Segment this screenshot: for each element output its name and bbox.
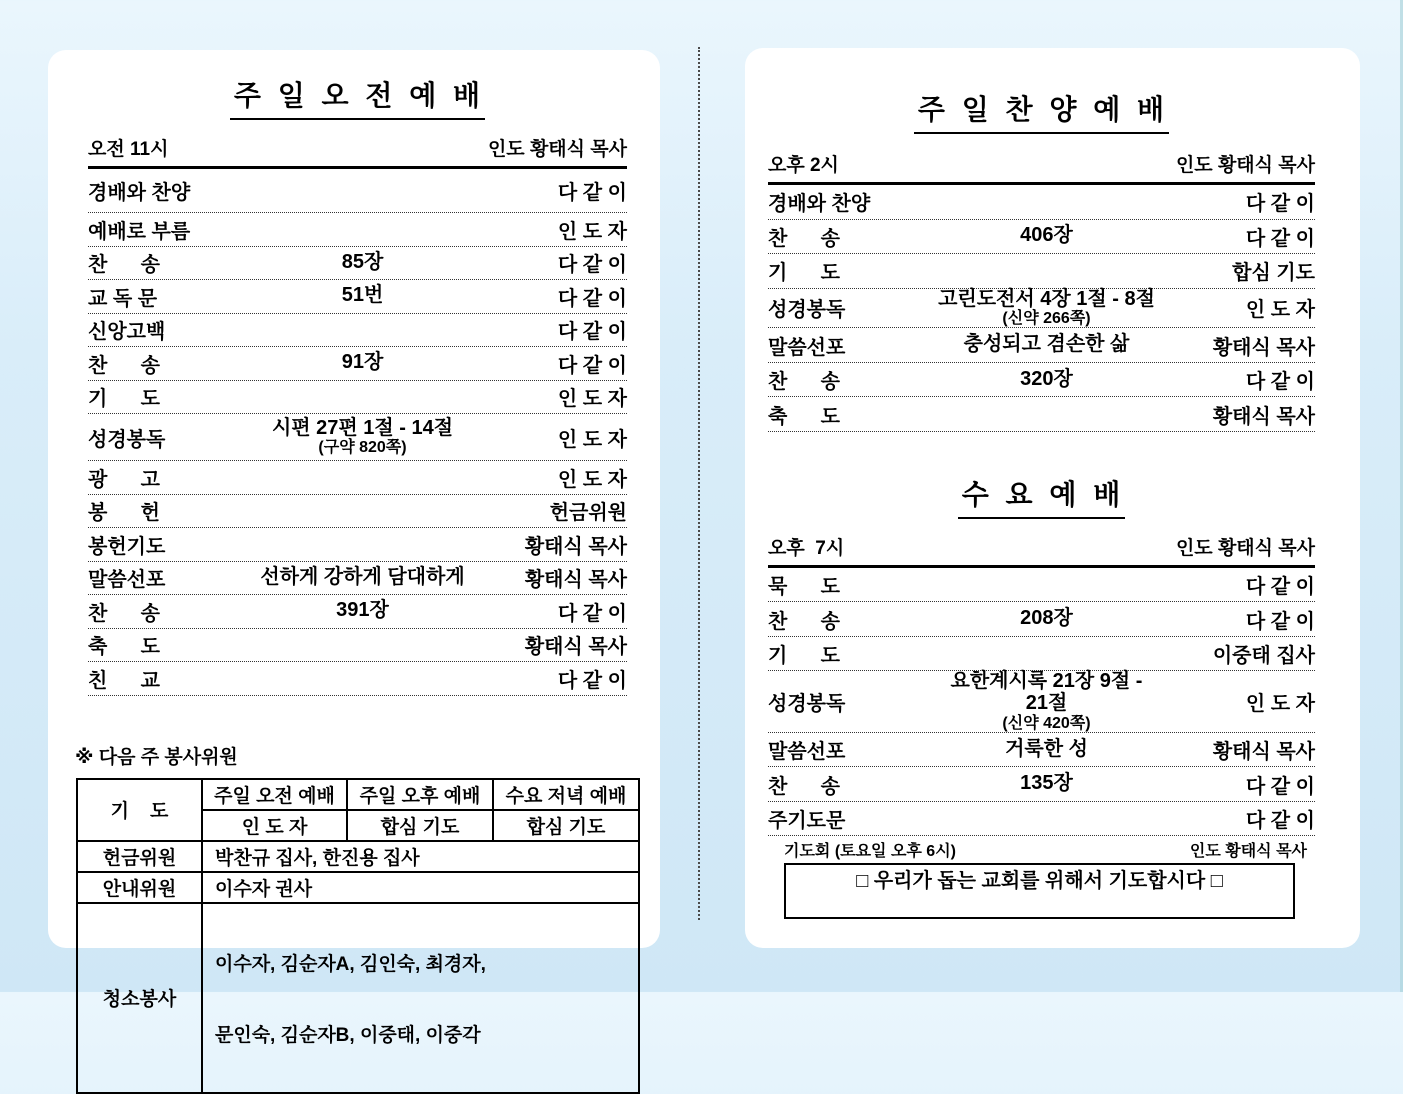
service-row bbox=[768, 802, 1315, 837]
service-row bbox=[768, 671, 1315, 732]
service-item-person: 다 같 이 bbox=[1245, 576, 1315, 599]
service-item-person: 인 도 자 bbox=[1245, 299, 1315, 322]
service-item-person: 다 같 이 bbox=[1245, 810, 1315, 833]
service-item-label: 광 고 bbox=[88, 468, 160, 491]
service-item-label: 봉 헌 bbox=[88, 502, 160, 525]
service-item-person: 다 같 이 bbox=[1245, 371, 1315, 394]
bulletin-right-page bbox=[745, 48, 1360, 948]
service-item-detail: 320장 bbox=[1020, 367, 1073, 390]
service-row bbox=[768, 397, 1315, 432]
volunteer-prayer-label: 기 도 bbox=[77, 779, 202, 841]
service-row bbox=[768, 328, 1315, 363]
volunteer-col-header: 주일 오후 예배 bbox=[347, 779, 493, 810]
service-item-person: 다 같 이 bbox=[557, 354, 627, 377]
prayer-meeting-line bbox=[768, 836, 1315, 862]
service-item-detail: 85장 bbox=[341, 250, 384, 273]
service-row bbox=[768, 363, 1315, 398]
service-item-person: 황태식 목사 bbox=[524, 636, 627, 659]
service-item-person: 인 도 자 bbox=[557, 428, 627, 451]
cleaning-names-line2: 문인숙, 김순자B, 이중태, 이중각 bbox=[215, 1024, 481, 1046]
service-item-person: 다 같 이 bbox=[1245, 610, 1315, 633]
service-row bbox=[768, 568, 1315, 603]
service-row bbox=[768, 637, 1315, 672]
service-item-person: 다 같 이 bbox=[1245, 227, 1315, 250]
service-item-person: 합심 기도 bbox=[1232, 262, 1315, 285]
service-row bbox=[88, 169, 627, 213]
volunteer-prayer-value: 인 도 자 bbox=[202, 810, 347, 841]
service-item-label: 성경봉독 bbox=[768, 693, 846, 716]
service-row bbox=[768, 289, 1315, 329]
service-item-label: 신앙고백 bbox=[88, 321, 166, 344]
wednesday-service-header bbox=[768, 533, 1315, 568]
service-row bbox=[768, 220, 1315, 255]
service-item-label: 기 도 bbox=[88, 388, 160, 411]
prayer-meeting-label: 기도회 (토요일 오후 6시) bbox=[784, 842, 956, 860]
service-item-person: 인 도 자 bbox=[557, 388, 627, 411]
service-time: 오전 11시 bbox=[88, 139, 169, 160]
service-time: 오후 2시 bbox=[768, 155, 839, 176]
service-item-detail: 91장 bbox=[341, 351, 384, 374]
volunteer-row-value: 박찬규 집사, 한진용 집사 bbox=[202, 841, 639, 872]
service-row bbox=[88, 495, 627, 529]
service-item-label: 묵 도 bbox=[768, 576, 840, 599]
service-item-person: 다 같 이 bbox=[1245, 775, 1315, 798]
service-item-person: 황태식 목사 bbox=[524, 535, 627, 558]
service-item-person: 황태식 목사 bbox=[524, 569, 627, 592]
praise-service-title bbox=[768, 88, 1315, 134]
service-item-label: 찬 송 bbox=[768, 775, 840, 798]
cleaning-names-line1: 이수자, 김순자A, 김인숙, 최경자, bbox=[215, 953, 486, 975]
service-item-detail: 51번 bbox=[341, 284, 384, 307]
service-item-label: 찬 송 bbox=[768, 610, 840, 633]
volunteer-row-label: 안내위원 bbox=[77, 872, 202, 903]
service-item-label: 축 도 bbox=[88, 636, 160, 659]
service-item-detail: 거룩한 성 bbox=[1005, 737, 1088, 760]
service-item-label: 기 도 bbox=[768, 262, 840, 285]
prayer-notice-text: □ 우리가 돕는 교회를 위해서 기도합시다 □ bbox=[856, 870, 1223, 893]
praise-service-title-text: 주 일 찬 양 예 배 bbox=[914, 88, 1169, 134]
praise-service-header bbox=[768, 150, 1315, 185]
service-row bbox=[768, 602, 1315, 637]
service-row bbox=[88, 314, 627, 348]
service-item-detail: 선하게 강하게 담대하게 bbox=[260, 565, 465, 588]
service-item-label: 주기도문 bbox=[768, 810, 846, 833]
volunteer-row-label: 헌금위원 bbox=[77, 841, 202, 872]
service-item-person: 인 도 자 bbox=[557, 220, 627, 243]
service-item-label: 찬 송 bbox=[88, 254, 160, 277]
service-item-label: 기 도 bbox=[768, 645, 840, 668]
service-item-detail: 391장 bbox=[336, 599, 389, 622]
service-row bbox=[768, 185, 1315, 220]
service-item-label: 찬 송 bbox=[768, 371, 840, 394]
service-item-label: 친 교 bbox=[88, 669, 160, 692]
service-item-person: 다 같 이 bbox=[557, 287, 627, 310]
service-item-label: 예배로 부름 bbox=[88, 220, 191, 243]
bulletin-left-page bbox=[48, 50, 660, 1046]
service-row bbox=[768, 767, 1315, 802]
service-row bbox=[88, 461, 627, 495]
morning-service-rows bbox=[88, 169, 627, 696]
service-row bbox=[88, 381, 627, 415]
service-row bbox=[88, 347, 627, 381]
wednesday-service-title bbox=[768, 473, 1315, 519]
service-row bbox=[88, 247, 627, 281]
service-item-person: 황태식 목사 bbox=[1212, 741, 1315, 764]
volunteer-col-header: 수요 저녁 예배 bbox=[493, 779, 639, 810]
volunteer-row-label: 청소봉사 bbox=[77, 903, 202, 1093]
volunteer-prayer-value: 합심 기도 bbox=[347, 810, 493, 841]
service-row bbox=[88, 414, 627, 461]
service-item-label: 봉헌기도 bbox=[88, 535, 166, 558]
service-row bbox=[88, 629, 627, 663]
prayer-notice-box bbox=[784, 863, 1295, 919]
morning-service-header bbox=[88, 134, 627, 169]
volunteer-prayer-value: 합심 기도 bbox=[493, 810, 639, 841]
service-item-label: 찬 송 bbox=[88, 602, 160, 625]
service-item-person: 다 같 이 bbox=[1245, 193, 1315, 216]
wednesday-service-rows bbox=[768, 568, 1315, 836]
service-item-person: 다 같 이 bbox=[557, 669, 627, 692]
service-item-person: 헌금위원 bbox=[549, 502, 627, 525]
praise-service-rows bbox=[768, 185, 1315, 432]
morning-service-title bbox=[88, 74, 627, 120]
service-item-person: 황태식 목사 bbox=[1212, 336, 1315, 359]
service-item-detail: 충성되고 겸손한 삶 bbox=[963, 333, 1130, 356]
service-row bbox=[768, 733, 1315, 768]
volunteer-row-value bbox=[202, 903, 639, 1093]
service-row bbox=[768, 254, 1315, 289]
service-time: 오후 7시 bbox=[768, 537, 845, 559]
service-row bbox=[88, 662, 627, 696]
service-item-label: 경배와 찬양 bbox=[768, 193, 871, 216]
service-item-detail: 고린도전서 4장 1절 - 8절 (신약 266쪽) bbox=[938, 287, 1155, 328]
page-divider bbox=[698, 47, 700, 920]
service-item-person: 인 도 자 bbox=[557, 468, 627, 491]
service-item-label: 경배와 찬양 bbox=[88, 182, 191, 204]
service-item-label: 축 도 bbox=[768, 405, 840, 428]
service-item-person: 다 같 이 bbox=[557, 254, 627, 277]
service-row bbox=[88, 528, 627, 562]
service-row bbox=[88, 595, 627, 629]
service-item-label: 말씀선포 bbox=[768, 336, 846, 359]
service-item-label: 찬 송 bbox=[88, 354, 160, 377]
service-row bbox=[88, 213, 627, 247]
service-item-person: 이중태 집사 bbox=[1212, 645, 1315, 668]
service-item-label: 말씀선포 bbox=[768, 741, 846, 764]
service-item-person: 황태식 목사 bbox=[1212, 405, 1315, 428]
service-item-detail: 요한계시록 21장 9절 - 21절 (신약 420쪽) bbox=[950, 670, 1143, 732]
service-item-label: 성경봉독 bbox=[768, 299, 846, 322]
service-item-detail: 406장 bbox=[1020, 224, 1073, 247]
morning-service-title-text: 주 일 오 전 예 배 bbox=[230, 74, 485, 120]
service-leader: 인도 황태식 목사 bbox=[1175, 537, 1315, 559]
service-row bbox=[88, 280, 627, 314]
service-leader: 인도 황태식 목사 bbox=[487, 139, 627, 160]
service-item-detail: 시편 27편 1절 - 14절 (구약 820쪽) bbox=[271, 416, 454, 457]
service-item-label: 말씀선포 bbox=[88, 569, 166, 592]
volunteer-table bbox=[76, 778, 640, 1094]
service-item-person: 인 도 자 bbox=[1245, 693, 1315, 716]
prayer-meeting-leader: 인도 황태식 목사 bbox=[1189, 842, 1307, 860]
service-item-label: 교 독 문 bbox=[88, 287, 158, 310]
service-item-label: 찬 송 bbox=[768, 227, 840, 250]
volunteer-heading: ※ 다음 주 봉사위원 bbox=[75, 746, 238, 768]
service-row bbox=[88, 562, 627, 596]
service-item-detail: 208장 bbox=[1020, 607, 1073, 630]
volunteer-col-header: 주일 오전 예배 bbox=[202, 779, 347, 810]
service-item-label: 성경봉독 bbox=[88, 428, 166, 451]
volunteer-row-value: 이수자 권사 bbox=[202, 872, 639, 903]
service-item-person: 다 같 이 bbox=[557, 321, 627, 344]
service-item-detail: 135장 bbox=[1020, 772, 1073, 795]
wednesday-service-title-text: 수 요 예 배 bbox=[958, 473, 1126, 519]
service-item-person: 다 같 이 bbox=[557, 602, 627, 625]
service-leader: 인도 황태식 목사 bbox=[1175, 155, 1315, 176]
service-item-person: 다 같 이 bbox=[557, 182, 627, 204]
